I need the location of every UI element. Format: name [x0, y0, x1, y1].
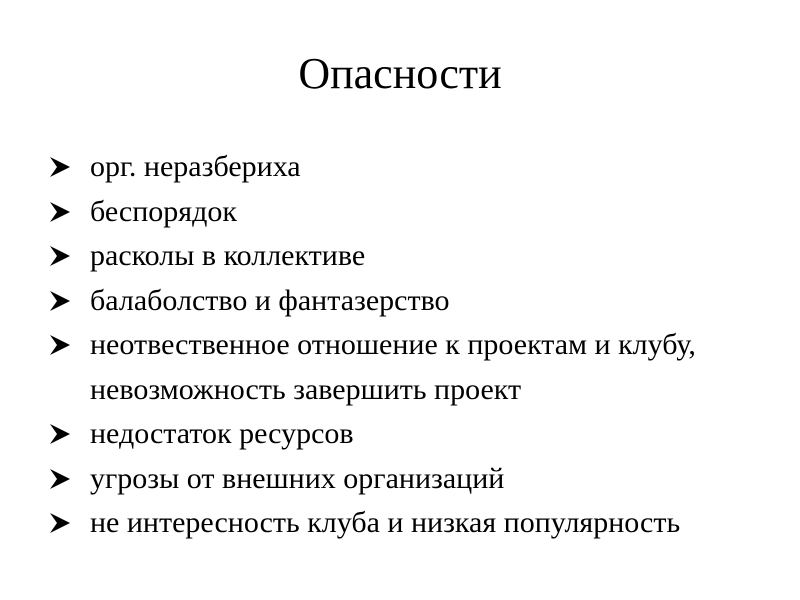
list-item-text: беспорядок — [90, 194, 237, 228]
list-item-text: недостаток ресурсов — [90, 417, 354, 450]
list-item — [48, 457, 748, 502]
list-item-text: неотвественное отношение к проектам и клубу, невозможность завершить проект — [90, 328, 696, 406]
arrowhead-bullet-icon — [48, 201, 72, 223]
list-item — [48, 279, 748, 324]
list-item-text: не интересность клуба и низкая популярность — [90, 506, 681, 539]
list-item — [48, 145, 748, 190]
list-item — [48, 412, 748, 457]
list-item-text: орг. неразбериха — [90, 150, 301, 183]
arrowhead-bullet-icon — [48, 156, 72, 178]
list-item-text: угрозы от внешних организаций — [90, 461, 505, 495]
arrowhead-bullet-icon — [48, 468, 72, 490]
list-item-text: расколы в коллективе — [90, 239, 366, 272]
slide-title: Опасности — [298, 49, 502, 98]
list-item — [48, 190, 748, 235]
arrowhead-bullet-icon — [48, 290, 72, 312]
list-item — [48, 234, 748, 279]
list-item — [48, 501, 748, 546]
arrowhead-bullet-icon — [48, 423, 72, 445]
bullet-list — [48, 145, 748, 546]
arrowhead-bullet-icon — [48, 245, 72, 267]
list-item — [48, 323, 748, 412]
arrowhead-bullet-icon — [48, 512, 72, 534]
list-item-text: балаболство и фантазерство — [90, 283, 450, 317]
arrowhead-bullet-icon — [48, 334, 72, 356]
